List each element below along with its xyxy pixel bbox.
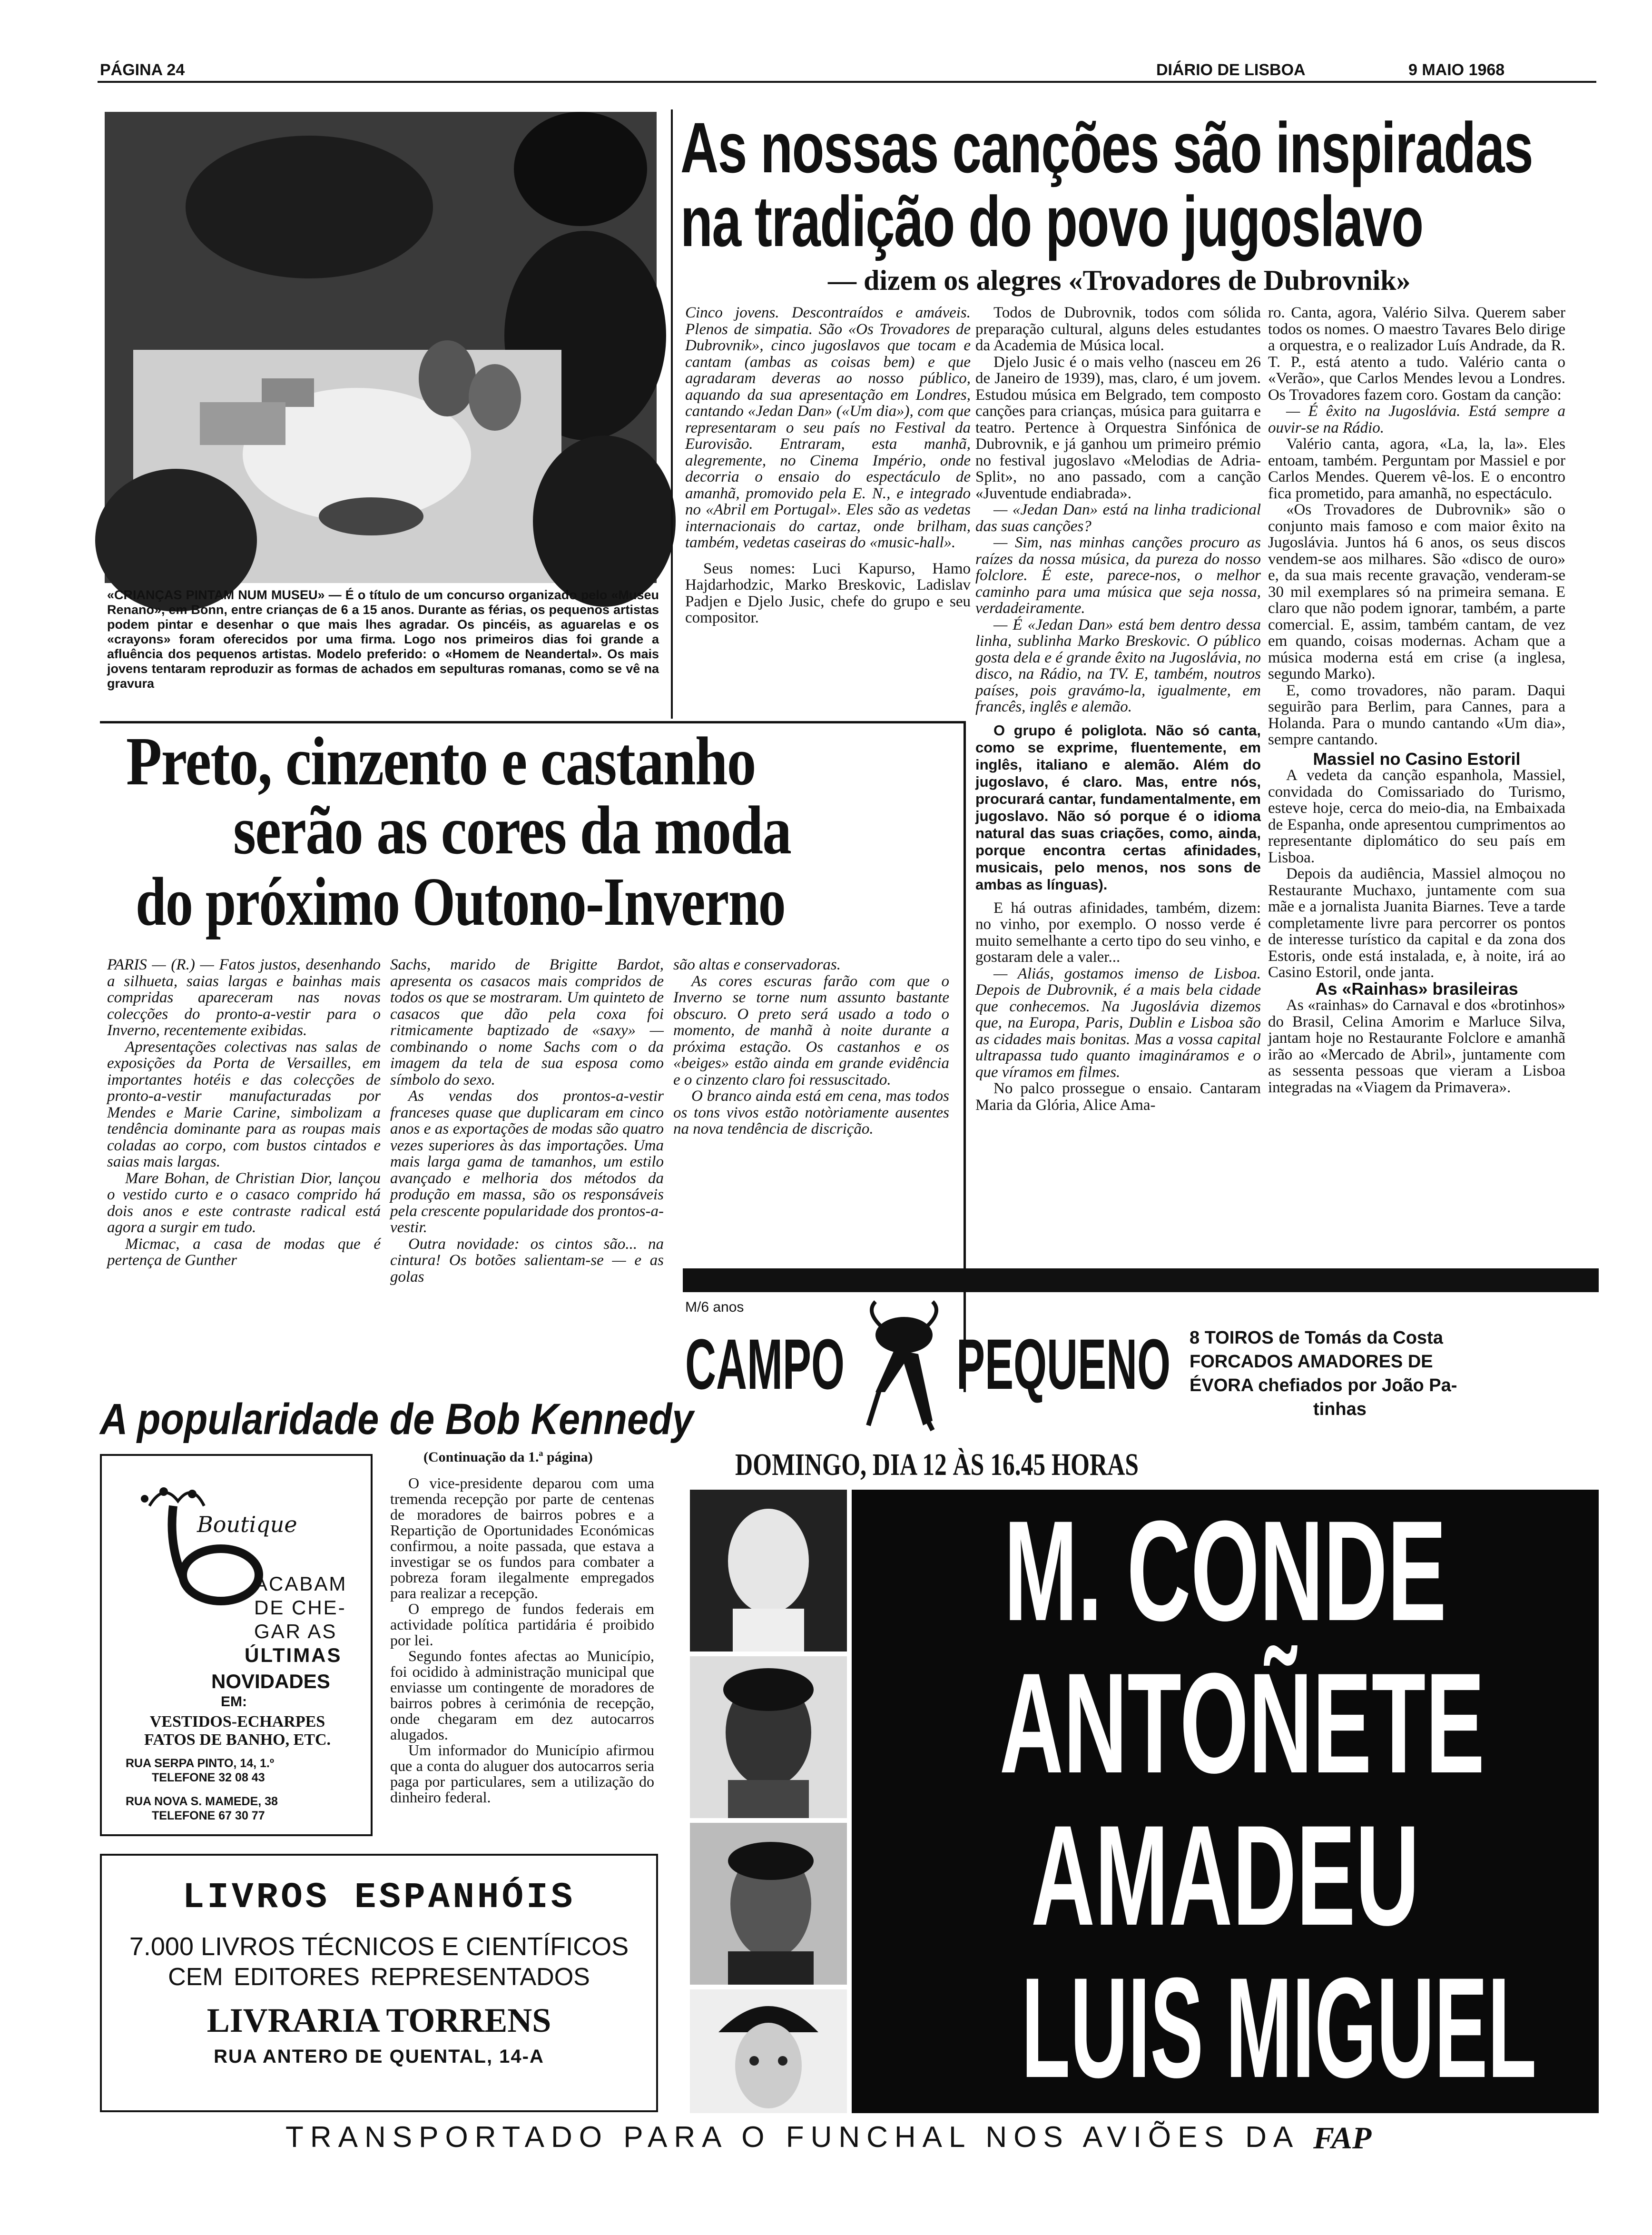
issue-date: 9 MAIO 1968 [1408, 61, 1505, 79]
dubrovnik-headline-2: na tradição do povo jugoslavo [680, 181, 1423, 261]
toureiros-block [852, 1490, 1599, 2113]
livros-store: LIVRARIA TORRENS [206, 2001, 551, 2039]
dubrovnik-column-3 [1268, 305, 1565, 1249]
boutique-items-1: VESTIDOS-ECHARPES [149, 1713, 325, 1731]
campo-name-left: CAMPO [685, 1324, 845, 1404]
portrait-conde [690, 1490, 847, 1652]
p: são altas e conservadoras. [673, 956, 841, 973]
p: — É êxito na Jugoslávia. Está sempre a ouvir-se na Rádio. [1268, 403, 1565, 436]
p: Valério canta, agora, «La, la, la». Eles entoam, também. Perguntam por Massiel e por Carlos Mendes. Querem vê-los. E o encontro fica prometido, para amanhã, no espectáculo. [1268, 435, 1565, 502]
column-divider [671, 109, 673, 719]
campo-info-2: FORCADOS AMADORES DE [1190, 1352, 1433, 1372]
p: A vedeta da canção espanhola, Massiel, convidada do Comissariado do Turismo, esteve hoje, cerca do meio-dia, na Embaixada de Espanha, onde apresentou cumprimentos ao representante diplomático do seu país em Lisboa. [1268, 767, 1565, 866]
boutique-text-5: NOVIDADES [211, 1670, 330, 1692]
livros-line-1: 7.000 LIVROS TÉCNICOS E CIENTÍFICOS [129, 1932, 629, 1961]
p: Outra novidade: os cintos são... na cintura! Os botões salientam-se — e as golas [390, 1235, 664, 1286]
p: PARIS — (R.) — Fatos justos, desenhando a silhueta, saias largas e bainhas mais compridas apareceram nas novas colecções do pronto-a-vestir para o Inverno, recentemente exibidas. [107, 956, 381, 1039]
kennedy-continuation: (Continuação da 1.ª página) [423, 1449, 593, 1465]
portrait-svg [690, 1490, 847, 1652]
kennedy-headline: A popularidade de Bob Kennedy [100, 1395, 694, 1444]
boutique-brand: Boutique [197, 1512, 297, 1537]
toureiro-name: AMADEU [1031, 1795, 1420, 1955]
newspaper-name: DIÁRIO DE LISBOA [1156, 61, 1306, 79]
portrait-luis-miguel [690, 1989, 847, 2113]
p: «Os Trovadores de Dubrovnik» são o conjunto mais famoso e com maior êxito na Jugoslávia. Juntos há 6 anos, os seus discos vendem-se aos milhares. São «disco de ouro» e, da sua mais recente gravação, venderam-se 30 mil exemplares só na primeira semana. E claro que não podem ignorar, também, a parte comercial. E, assim, também cantam, de vez em quando, coisas modernas. Acham que a música moderna está em crise (a inglesa, segundo Marko). [1268, 501, 1565, 682]
portrait-svg [690, 1656, 847, 1818]
p: — «Jedan Dan» está na linha tradicional das suas canções? [975, 501, 1261, 535]
p: E há outras afinidades, também, dizem: no vinho, por exemplo. O nosso verde é muito semelhante a certo tipo do seu vinho, e gostaram dele a valer... [975, 899, 1261, 966]
p: — Aliás, gostamos imenso de Lisboa. Depois de Dubrovnik, é a mais bela cidade que conhecemos. Na Jugoslávia dizemos que, na Europa, Paris, Dublin e Lisboa são as cidades mais bonitas. Mas a vossa capital ultrapassa tudo quanto imagináramos e o que víramos em filmes. [975, 965, 1261, 1081]
campo-rating: M/6 anos [685, 1299, 744, 1315]
boutique-text-1: ACABAM [254, 1572, 347, 1595]
p: As «rainhas» do Carnaval e dos «brotinhos» do Brasil, Celina Amorim e Marluce Silva, jantam hoje no Restaurante Folclore e amanhã irão ao «Mercado de Abril», juntamente com as sessenta pessoas que vieram a Lisboa integradas na «Viagem da Primavera». [1268, 997, 1565, 1096]
rainhas-title: As «Rainhas» brasileiras [1315, 979, 1518, 999]
p: Depois da audiência, Massiel almoçou no Restaurante Muchaxo, juntamente com sua mãe e a jornalista Juanita Biarnes. Teve a tarde completamente livre para percorrer os pontos de interesse turístico da capital e da zona dos Estoris, onde está instalada, e, à noite, irá ao Casino Estoril, onde janta. [1268, 865, 1565, 981]
boutique-tel-1: TELEFONE 32 08 43 [152, 1771, 265, 1784]
moda-column-2 [390, 957, 664, 1385]
dubrovnik-column-2 [975, 305, 1261, 1249]
moda-column-1 [107, 957, 381, 1385]
kennedy-column [390, 1475, 654, 1837]
p: O emprego de fundos federais em actividade política partidária é proibido por lei. [390, 1600, 654, 1649]
p: Djelo Jusic é o mais velho (nasceu em 26 de Janeiro de 1939), mas, claro, é um jovem. Estudou música em Belgrado, tem composto canções para crianças, música para guitarra e teatro. Pertence à Orquestra Sinfónica de Dubrovnik, e já ganhou um primeiro prémio no festival jugoslavo «Melodias de Adria-Split», no ano passado, com a canção «Juventude endiabrada». [975, 353, 1261, 502]
boutique-ad [100, 1454, 373, 1836]
p: Sachs, marido de Brigitte Bardot, apresenta os casacos mais compridos de todos os que se mostraram. Um quinteto de casacos que dão pela coxa foi ritmicamente baptizado de «saxy» — combinando o nome Sachs com o da imagem da tela de sua esposa como símbolo do sexo. [390, 956, 664, 1088]
campo-name-right: PEQUENO [956, 1324, 1171, 1404]
toureiro-name: LUIS MIGUEL [1021, 1948, 1537, 2107]
p: As cores escuras farão com que o Inverno se torne num assunto bastante obscuro. O preto será usado a todo o momento, de manhã à noite durante a próxima estação. Os castanhos e os «beiges» estão ainda em grande evidência e o cinzento claro foi ressuscitado. [673, 972, 949, 1088]
photo-caption: «CRIANÇAS PINTAM NUM MUSEU» — É o título de um concurso organizado pelo «Museu Renano», em Bonn, entre crianças de 6 a 15 anos. Durante as férias, os pequenos artistas podem pintar e desenhar o que mais lhes agradar. Os pincéis, as aguarelas e os «crayons» foram oferecidos por uma firma. Logo nos primeiros dias foi grande a afluência dos pequenos artistas. Modelo preferido: o «Homem de Neandertal». Os mais jovens tentaram reproduzir as formas de achados em sepulturas romanas, como se vê na gravura [107, 588, 659, 691]
boutique-em: EM: [221, 1694, 247, 1710]
livros-line-2: CEM EDITORES REPRESENTADOS [168, 1963, 590, 1991]
p: O grupo é poliglota. Não só canta, como se exprime, fluentemente, em inglês, italiano e alemão. Além do jugoslavo, é claro. Mas, entre nós, procurará cantar, fundamentalmente, em jugoslavo. Não só porque é o idioma natural das suas criações, como, ainda, porque encontra certas afinidades, musicais, pelo menos, nos sons de ambas as línguas). [975, 722, 1261, 893]
dubrovnik-headline-1: As nossas canções são inspiradas [680, 108, 1533, 188]
portrait-svg [690, 1823, 847, 1985]
campo-info-4: tinhas [1313, 1399, 1367, 1419]
bull-icon [852, 1292, 947, 1435]
toureiro-name: M. CONDE [1004, 1491, 1446, 1651]
p: Micmac, a casa de modas que é pertença de Gunther [107, 1235, 381, 1269]
p: Todos de Dubrovnik, todos com sólida preparação cultural, alguns deles estudantes da Academia de Música local. [975, 304, 1261, 354]
campo-date: DOMINGO, DIA 12 ÀS 16.45 HORAS [735, 1447, 1139, 1482]
moda-headline-1: Preto, cinzento e castanho [126, 723, 756, 800]
livros-title: LIVROS ESPANHÓIS [182, 1877, 576, 1918]
livros-ad [100, 1854, 658, 2112]
p: Segundo fontes afectas ao Município, foi ocidido à administração municipal que enviasse um contingente de moradores de bairros pobres à cerimónia de recepção, onde chegaram em dez autocarros alugados. [390, 1647, 654, 1743]
p: Um informador do Município afirmou que a conta do aluguer dos autocarros seria paga por particulares, sem a utilização do dinheiro federal. [390, 1741, 654, 1806]
campo-info-3: ÉVORA chefiados por João Pa- [1190, 1375, 1457, 1395]
p: — É «Jedan Dan» está bem dentro dessa linha, sublinha Marko Breskovic. O público gosta dela e é grande êxito na Jugoslávia, no disco, na Rádio, na TV. E, também, noutros países, pois gravámo-la, igualmente, em francês, inglês e alemão. [975, 616, 1261, 715]
massiel-title: Massiel no Casino Estoril [1313, 749, 1521, 769]
fap-logo: FAP [1313, 2121, 1372, 2156]
boutique-logo [116, 1477, 297, 1611]
campo-info-1: 8 TOIROS de Tomás da Costa [1190, 1328, 1443, 1348]
toureiro-name: ANTOÑETE [999, 1643, 1485, 1803]
moda-headline-3: do próximo Outono-Inverno [136, 864, 786, 940]
boutique-addr-2: RUA NOVA S. MAMEDE, 38 [126, 1795, 278, 1808]
p: O vice-presidente deparou com uma tremenda recepção por parte de centenas de moradores de bairros pobres e a Repartição de Oportunidades Económicas confirmou, a noite passada, que estava a investigar se os fundos para combater a pobreza foram ilegalmente empregados para realizar a recepção. [390, 1474, 654, 1602]
p: ro. Canta, agora, Valério Silva. Querem saber todos os nomes. O maestro Tavares Belo dirige a orquestra, e o realizador Luís Andrade, da R. T. P., está atento a tudo. Valério canta o «Verão», que Carlos Mendes levou a Londres. Os Trovadores fazem coro. Gostam da canção: [1268, 304, 1565, 404]
p: Mare Bohan, de Christian Dior, lançou o vestido curto e o casaco comprido há dois anos e este contraste radical está agora a surgir em tudo. [107, 1169, 381, 1236]
dubrovnik-intro: Cinco jovens. Descontraídos e amáveis. Plenos de simpatia. São «Os Trovadores de Dubrovnik», cinco jugoslavos que tocam e cantam (ambas as coisas bem) e que agradaram deveras ao nosso público, aquando da sua apresentação em Londres, cantando «Jedan Dan» («Um dia»), com que representaram o seu país no Festival da Eurovisão. Entraram, esta manhã, alegremente, no Cinema Império, onde decorria o ensaio do espectáculo de amanhã, promovido pela E. N., e integrado no «Abril em Portugal». Eles são as vedetas internacionais do cartaz, onde brilham, também, vedetas caseiras do «music-hall». [685, 304, 971, 551]
campo-top-bar [683, 1268, 1599, 1292]
dubrovnik-names: Seus nomes: Luci Kapurso, Hamo Hajdarhodzic, Marko Breskovic, Ladislav Padjen e Djelo Jusic, chefe do grupo e seu compositor. [685, 560, 971, 626]
portrait-antonete [690, 1656, 847, 1818]
p: — Sim, nas minhas canções procuro as raízes da nossa música, da pureza do nosso folclore. É este, parece-nos, o melhor caminho para uma música que seja nossa, verdadeiramente. [975, 534, 1261, 617]
livros-address: RUA ANTERO DE QUENTAL, 14-A [214, 2046, 544, 2067]
moda-headline-2: serão as cores da moda [233, 792, 791, 869]
boutique-text-4: ÚLTIMAS [245, 1644, 342, 1666]
footer-text: TRANSPORTADO PARA O FUNCHAL NOS AVIÕES DA [285, 2121, 1300, 2154]
museum-children-photo [105, 112, 657, 583]
p: As vendas dos prontos-a-vestir franceses quase que duplicaram em cinco anos e as exportações de modas são quatro vezes superiores às das importações. Uma mais larga gama de tamanhos, um estilo avançado e melhoria dos métodos da produção em massa, são os responsáveis pela crescente popularidade dos prontos-a-vestir. [390, 1088, 664, 1236]
p: No palco prossegue o ensaio. Cantaram Maria da Glória, Alice Ama- [975, 1080, 1261, 1114]
boutique-text-2: DE CHE- [254, 1596, 346, 1619]
portrait-svg [690, 1989, 847, 2113]
header-rule [98, 81, 1596, 83]
p: Apresentações colectivas nas salas de exposições da Porta de Versailles, em importantes hotéis e das colecções de pronto-a-vestir manufacturadas por Mendes e Marie Carine, simbolizam a tendência dominante para as roupas mais coladas ao corpo, com bustos cintados e saias mais largas. [107, 1038, 381, 1170]
page-number: PÁGINA 24 [100, 61, 185, 79]
dubrovnik-subtitle: — dizem os alegres «Trovadores de Dubrovnik» [828, 265, 1411, 296]
boutique-tel-2: TELEFONE 67 30 77 [152, 1809, 265, 1822]
dubrovnik-column-1 [685, 305, 971, 719]
p: E, como trovadores, não param. Daqui seguirão para Berlim, para Cannes, para a Holanda. Para o mundo cantando «Um dia», sempre cantando. [1268, 682, 1565, 748]
boutique-items-2: FATOS DE BANHO, ETC. [144, 1731, 331, 1749]
photo-illustration [105, 112, 657, 583]
boutique-addr-1: RUA SERPA PINTO, 14, 1.º [126, 1757, 274, 1770]
boutique-text-3: GAR AS [254, 1620, 337, 1642]
p: O branco ainda está em cena, mas todos os tons vivos estão notòriamente ausentes na nova tendência de discrição. [673, 1088, 949, 1137]
portrait-amadeu [690, 1823, 847, 1985]
